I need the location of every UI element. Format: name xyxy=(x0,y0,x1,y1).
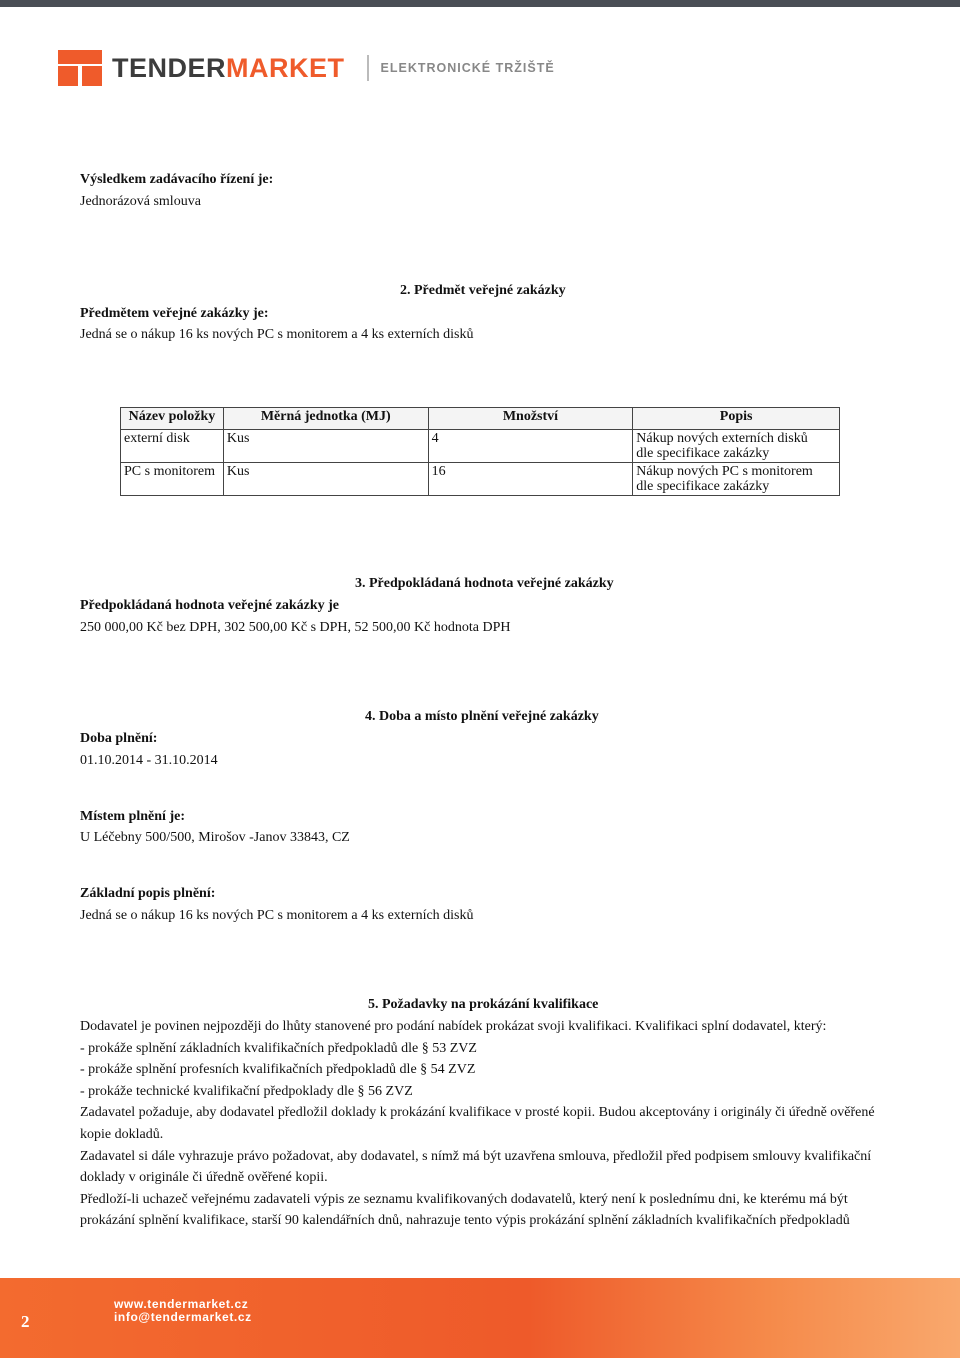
paragraph: Zadavatel si dále vyhrazuje právo požadovat, aby dodavatel, s nímž má být uzavřena smlouva, předložil před podpisem smlouvy kvalifikační doklady v originále či úředně ověřené kopii. xyxy=(80,1148,872,1186)
column-header-quantity: Množství xyxy=(428,408,633,430)
logo-wordmark: TENDERMARKET xyxy=(112,52,345,83)
column-header-description: Popis xyxy=(633,408,840,430)
place-label: Místem plnění je: xyxy=(80,809,185,824)
paragraph: Předloží-li uchazeč veřejnému zadavateli výpis ze seznamu kvalifikovaných dodavatelů, který není k poslednímu dni, ke kterému má být prokázání splnění kvalifikace, starší 90 kalendářních dnů, nahrazuje tento výpis prokázání splnění základních kvalifikačních předpokladů xyxy=(80,1191,850,1229)
section-5-title: 5. Požadavky na prokázání kvalifikace xyxy=(368,997,599,1012)
column-header-unit: Měrná jednotka (MJ) xyxy=(223,408,428,430)
item-description: Nákup nových PC s monitorem dle specifikace zakázky xyxy=(633,463,840,496)
place-value: U Léčebny 500/500, Mirošov -Janov 33843, CZ xyxy=(80,830,350,845)
items-table xyxy=(120,407,840,496)
table-row xyxy=(121,430,840,463)
paragraph: - prokáže splnění základních kvalifikačních předpokladů dle § 53 ZVZ xyxy=(80,1040,477,1056)
logo-mark-icon xyxy=(58,50,102,86)
subject-value: Jedná se o nákup 16 ks nových PC s monitorem a 4 ks externích disků xyxy=(80,327,474,342)
result-value: Jednorázová smlouva xyxy=(80,194,201,209)
table-header-row xyxy=(121,408,840,430)
paragraph: - prokáže splnění profesních kvalifikačních předpokladů dle § 54 ZVZ xyxy=(80,1062,476,1078)
top-bar xyxy=(0,0,960,7)
estimated-value-label: Předpokládaná hodnota veřejné zakázky je xyxy=(80,598,339,613)
footer-contact xyxy=(114,1298,252,1324)
page-footer xyxy=(0,1278,960,1358)
description-label: Základní popis plnění: xyxy=(80,886,216,901)
paragraph: - prokáže technické kvalifikační předpoklady dle § 56 ZVZ xyxy=(80,1083,413,1099)
item-unit: Kus xyxy=(223,463,428,496)
qualification-requirements xyxy=(80,1016,880,1232)
paragraph: Dodavatel je povinen nejpozději do lhůty stanovené pro podání nabídek prokázat svoji kvalifikaci. Kvalifikaci splní dodavatel, který: xyxy=(80,1019,827,1034)
footer-email: info@tendermarket.cz xyxy=(114,1310,252,1324)
table-row xyxy=(121,463,840,496)
description-value: Jedná se o nákup 16 ks nových PC s monitorem a 4 ks externích disků xyxy=(80,908,474,923)
subject-label: Předmětem veřejné zakázky je: xyxy=(80,306,269,321)
result-label: Výsledkem zadávacího řízení je: xyxy=(80,172,274,187)
column-header-name: Název položky xyxy=(121,408,224,430)
paragraph: Zadavatel požaduje, aby dodavatel předložil doklady k prokázání kvalifikace v prosté kopii. Budou akceptovány i originály či úředně ověřené kopie dokladů. xyxy=(80,1105,875,1142)
section-2-title: 2. Předmět veřejné zakázky xyxy=(400,283,566,298)
tendermarket-logo xyxy=(58,49,555,87)
footer-website: www.tendermarket.cz xyxy=(114,1297,249,1311)
duration-value: 01.10.2014 - 31.10.2014 xyxy=(80,753,218,768)
logo-divider xyxy=(367,55,369,81)
item-name: PC s monitorem xyxy=(121,463,224,496)
section-3-title: 3. Předpokládaná hodnota veřejné zakázky xyxy=(355,576,614,591)
item-unit: Kus xyxy=(223,430,428,463)
item-name: externí disk xyxy=(121,430,224,463)
logo-tagline: ELEKTRONICKÉ TRŽIŠTĚ xyxy=(380,61,555,75)
item-quantity: 16 xyxy=(428,463,633,496)
item-quantity: 4 xyxy=(428,430,633,463)
duration-label: Doba plnění: xyxy=(80,731,158,746)
section-4-title: 4. Doba a místo plnění veřejné zakázky xyxy=(365,709,599,724)
page-number: 2 xyxy=(21,1312,30,1331)
item-description: Nákup nových externích disků dle specifikace zakázky xyxy=(633,430,840,463)
estimated-value: 250 000,00 Kč bez DPH, 302 500,00 Kč s DPH, 52 500,00 Kč hodnota DPH xyxy=(80,620,511,635)
